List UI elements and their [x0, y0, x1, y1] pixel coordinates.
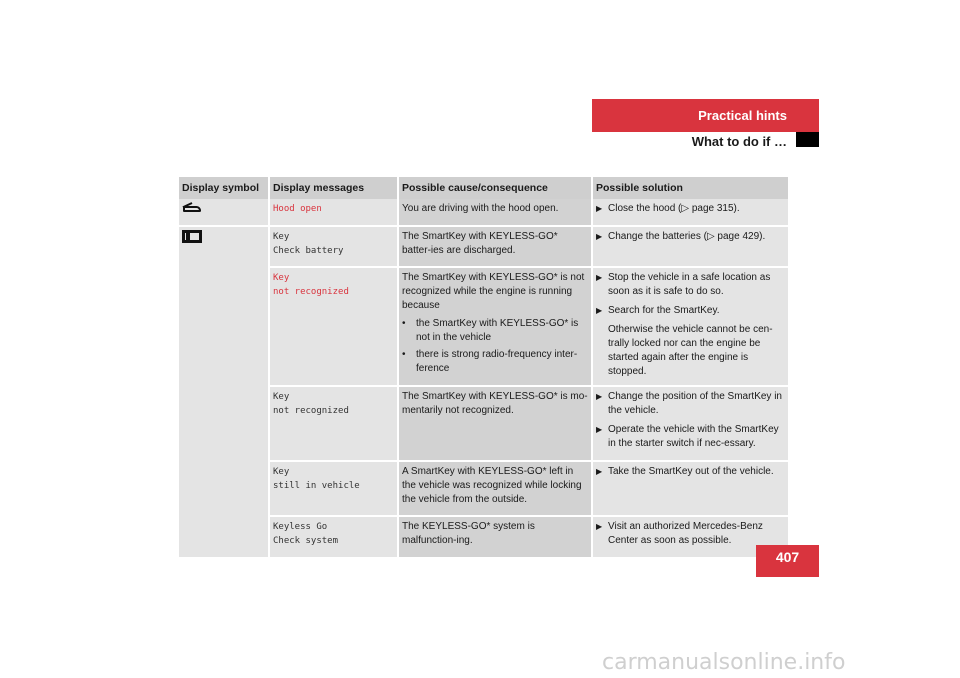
message-cell: [269, 199, 398, 226]
watermark-text: carmanualsonline.info: [602, 650, 846, 675]
arrow-icon: ▶: [596, 425, 603, 434]
section-title: Practical hints: [698, 108, 787, 123]
symbol-cell: [179, 226, 269, 558]
table-header-row: [179, 177, 788, 199]
cause-text: You are driving with the hood open.: [402, 203, 559, 214]
solution-cell: [592, 267, 788, 386]
solution-text: Operate the vehicle with the SmartKey in the starter switch if nec-essary.: [608, 424, 779, 449]
cause-cell: [398, 226, 592, 267]
solution-text: Close the hood (▷ page 315).: [608, 203, 740, 214]
cause-text: The SmartKey with KEYLESS-GO* is mo-mentarily not recognized.: [402, 391, 588, 416]
message-line: Key: [273, 273, 290, 283]
col-header-solution: Possible solution: [592, 177, 788, 199]
hood-icon: [182, 202, 202, 215]
message-line: Keyless Go: [273, 522, 328, 532]
message-line: not recognized: [273, 287, 349, 297]
bullet-text: the SmartKey with KEYLESS-GO* is not in the vehicle: [416, 318, 579, 343]
message-line: Key: [273, 232, 290, 242]
arrow-icon: ▶: [596, 204, 603, 213]
arrow-icon: ▶: [596, 306, 603, 315]
cause-text: The SmartKey with KEYLESS-GO* is not recognized while the engine is running because: [402, 272, 585, 311]
solution-text: Take the SmartKey out of the vehicle.: [608, 466, 774, 477]
message-line: still in vehicle: [273, 481, 360, 491]
message-cell: [269, 226, 398, 267]
solution-cell: [592, 461, 788, 516]
section-header-bar: [592, 99, 819, 132]
arrow-icon: ▶: [596, 392, 603, 401]
solution-text: Change the batteries (▷ page 429).: [608, 231, 766, 242]
message-line: not recognized: [273, 406, 349, 416]
solution-step: [596, 304, 785, 318]
header-tab-marker: [796, 132, 819, 147]
table-row: [179, 199, 788, 226]
display-messages-table: [179, 177, 788, 559]
symbol-cell: [179, 199, 269, 226]
message-line: Key: [273, 392, 290, 402]
solution-step: [596, 271, 785, 299]
arrow-icon: ▶: [596, 522, 603, 531]
solution-cell: [592, 199, 788, 226]
table-row: [179, 516, 788, 558]
message-text: Hood open: [273, 204, 322, 214]
col-header-symbol: Display symbol: [179, 177, 269, 199]
table-row: [179, 267, 788, 386]
message-line: Key: [273, 467, 290, 477]
solution-step: [596, 390, 785, 418]
cause-text: The KEYLESS-GO* system is malfunction-ing.: [402, 521, 535, 546]
message-line: Check system: [273, 536, 339, 546]
solution-step: [596, 202, 785, 216]
cause-cell: [398, 199, 592, 226]
arrow-icon: ▶: [596, 467, 603, 476]
bullet-text: there is strong radio-frequency inter-ference: [416, 349, 578, 374]
cause-text: A SmartKey with KEYLESS-GO* left in the vehicle was recognized while locking the vehicle from the outside.: [402, 466, 582, 505]
page-number: 407: [756, 545, 819, 577]
solution-cell: [592, 226, 788, 267]
table-row: [179, 461, 788, 516]
solution-cell: [592, 386, 788, 461]
message-cell: [269, 461, 398, 516]
bullet-icon: •: [402, 349, 406, 360]
cause-bullet: [402, 348, 588, 376]
solution-step: [596, 520, 785, 548]
table-row: [179, 226, 788, 267]
arrow-icon: ▶: [596, 232, 603, 241]
arrow-icon: ▶: [596, 273, 603, 282]
cause-cell: [398, 516, 592, 558]
solution-text: Change the position of the SmartKey in the vehicle.: [608, 391, 782, 416]
cause-text: The SmartKey with KEYLESS-GO* batter-ies are discharged.: [402, 231, 558, 256]
cause-cell: [398, 267, 592, 386]
table-row: [179, 386, 788, 461]
cause-cell: [398, 386, 592, 461]
solution-step: [596, 423, 785, 451]
key-icon: [182, 230, 202, 243]
section-subtitle: What to do if …: [691, 134, 787, 149]
message-cell: [269, 386, 398, 461]
solution-text: Stop the vehicle in a safe location as soon as it is safe to do so.: [608, 272, 771, 297]
solution-step: [596, 230, 785, 244]
col-header-messages: Display messages: [269, 177, 398, 199]
solution-text: Visit an authorized Mercedes-Benz Center as soon as possible.: [608, 521, 763, 546]
col-header-cause: Possible cause/consequence: [398, 177, 592, 199]
message-cell: [269, 267, 398, 386]
cause-cell: [398, 461, 592, 516]
bullet-icon: •: [402, 318, 406, 329]
solution-step: [596, 465, 785, 479]
message-cell: [269, 516, 398, 558]
solution-note: Otherwise the vehicle cannot be cen-trally locked nor can the engine be started again after the engine is stopped.: [608, 324, 773, 377]
solution-text: Search for the SmartKey.: [608, 305, 720, 316]
message-line: Check battery: [273, 246, 344, 256]
cause-bullet: [402, 317, 588, 345]
